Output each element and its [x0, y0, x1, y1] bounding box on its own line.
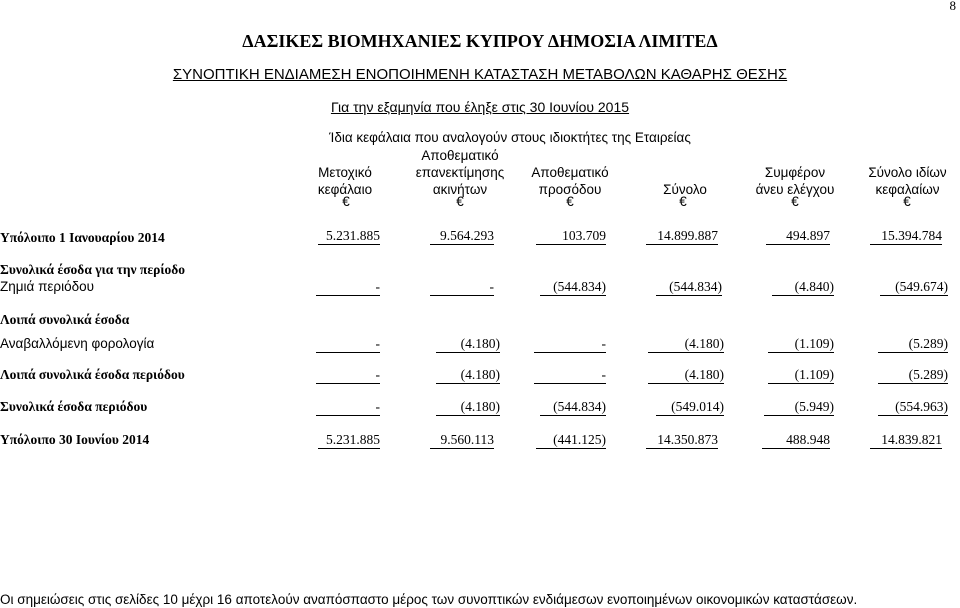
row-label-loss: Ζημιά περιόδου — [0, 279, 95, 294]
row-label-deferred-tax: Αναβαλλόμενη φορολογία — [0, 336, 155, 351]
currency-symbol: € — [791, 194, 799, 209]
table-cell: (441.125) — [536, 432, 606, 449]
currency-symbol: € — [679, 194, 687, 209]
table-cell: (544.834) — [540, 399, 606, 416]
col-header-line: άνευ ελέγχου — [755, 182, 835, 197]
table-cell: (5.289) — [878, 336, 948, 353]
table-cell: (4.180) — [648, 336, 724, 353]
row-label-total-comprehensive-income: Συνολικά έσοδα περιόδου — [0, 399, 148, 414]
section-heading-comprehensive-income: Συνολικά έσοδα για την περίοδο — [0, 262, 186, 277]
table-cell: - — [534, 367, 606, 384]
table-cell: 494.897 — [766, 228, 830, 245]
col-header-line: Συμφέρον — [764, 165, 826, 180]
table-cell: - — [316, 399, 380, 416]
table-cell: 14.350.873 — [646, 432, 718, 449]
currency-symbol: € — [342, 194, 350, 209]
col-header-total-equity — [855, 164, 960, 198]
table-cell: 5.231.885 — [318, 432, 380, 449]
col-header-line: ακινήτων — [432, 182, 488, 197]
section-heading-other-comprehensive-income: Λοιπά συνολικά έσοδα — [0, 312, 130, 327]
col-header-share-capital — [300, 164, 390, 198]
col-header-revaluation-reserve — [405, 147, 515, 198]
period-title: Για την εξαμηνία που έληξε στις 30 Ιουνίου 2015 — [330, 99, 630, 115]
col-header-line: προσόδου — [538, 182, 602, 197]
row-label-other-comprehensive-income-period: Λοιπά συνολικά έσοδα περιόδου — [0, 367, 185, 382]
table-cell: (4.180) — [436, 367, 500, 384]
table-cell: - — [316, 367, 380, 384]
col-header-non-controlling — [745, 164, 845, 198]
table-cell: 488.948 — [762, 432, 830, 449]
col-header-line: Σύνολο — [663, 182, 707, 197]
table-cell: 5.231.885 — [318, 228, 380, 245]
table-cell: - — [534, 336, 606, 353]
currency-symbol: € — [566, 194, 574, 209]
row-label-opening-balance: Υπόλοιπο 1 Ιανουαρίου 2014 — [0, 230, 165, 245]
table-cell: 103.709 — [536, 228, 606, 245]
table-cell: (544.834) — [540, 279, 606, 296]
col-header-line: επανεκτίμησης — [415, 165, 505, 180]
table-cell: (4.180) — [436, 399, 500, 416]
table-cell: (554.963) — [878, 399, 948, 416]
col-header-line: Μετοχικό — [318, 165, 372, 180]
statement-title: ΣΥΝΟΠΤΙΚΗ ΕΝΔΙΑΜΕΣΗ ΕΝΟΠΟΙΗΜΕΝΗ ΚΑΤΑΣΤΑΣΗ ΜΕΤΑΒΟΛΩΝ ΚΑΘΑΡΗΣ ΘΕΣΗΣ — [172, 66, 788, 83]
currency-symbol: € — [456, 194, 464, 209]
col-header-line: κεφαλαίων — [875, 182, 940, 197]
table-cell: 14.899.887 — [646, 228, 718, 245]
col-header-line: Αποθεματικό — [421, 148, 499, 163]
table-cell: (549.014) — [656, 399, 724, 416]
table-cell: - — [316, 279, 380, 296]
company-title: ΔΑΣΙΚΕΣ ΒΙΟΜΗΧΑΝΙΕΣ ΚΥΠΡΟΥ ΔΗΜΟΣΙΑ ΛΙΜΙΤΕΔ — [242, 31, 718, 51]
group-header: Ίδια κεφάλαια που αναλογούν στους ιδιοκτήτες της Εταιρείας — [329, 130, 691, 145]
table-cell: (544.834) — [656, 279, 722, 296]
table-cell: (1.109) — [768, 367, 834, 384]
table-cell: (1.109) — [768, 336, 834, 353]
footer-note: Οι σημειώσεις στις σελίδες 10 μέχρι 16 αποτελούν αναπόσπαστο μέρος των συνοπτικών ενδιάμεσων ενοποιημένων οικονομικών καταστάσεων. — [0, 592, 858, 607]
table-cell: - — [430, 279, 494, 296]
table-cell: 9.560.113 — [430, 432, 494, 449]
page-number: 8 — [949, 0, 956, 13]
table-cell: 9.564.293 — [430, 228, 494, 245]
table-cell: (4.180) — [436, 336, 500, 353]
table-cell: 14.839.821 — [870, 432, 942, 449]
table-cell: (5.289) — [878, 367, 948, 384]
table-cell: (5.949) — [764, 399, 834, 416]
col-header-line: Αποθεματικό — [531, 165, 609, 180]
currency-symbol: € — [903, 194, 911, 209]
table-cell: - — [316, 336, 380, 353]
col-header-revenue-reserve — [520, 164, 620, 198]
table-cell: (549.674) — [880, 279, 948, 296]
table-cell: (4.840) — [772, 279, 834, 296]
col-header-line: κεφάλαιο — [317, 182, 373, 197]
table-cell: 15.394.784 — [870, 228, 942, 245]
col-header-line: Σύνολο ιδίων — [868, 165, 947, 180]
row-label-closing-balance: Υπόλοιπο 30 Ιουνίου 2014 — [0, 432, 150, 447]
table-cell: (4.180) — [648, 367, 724, 384]
